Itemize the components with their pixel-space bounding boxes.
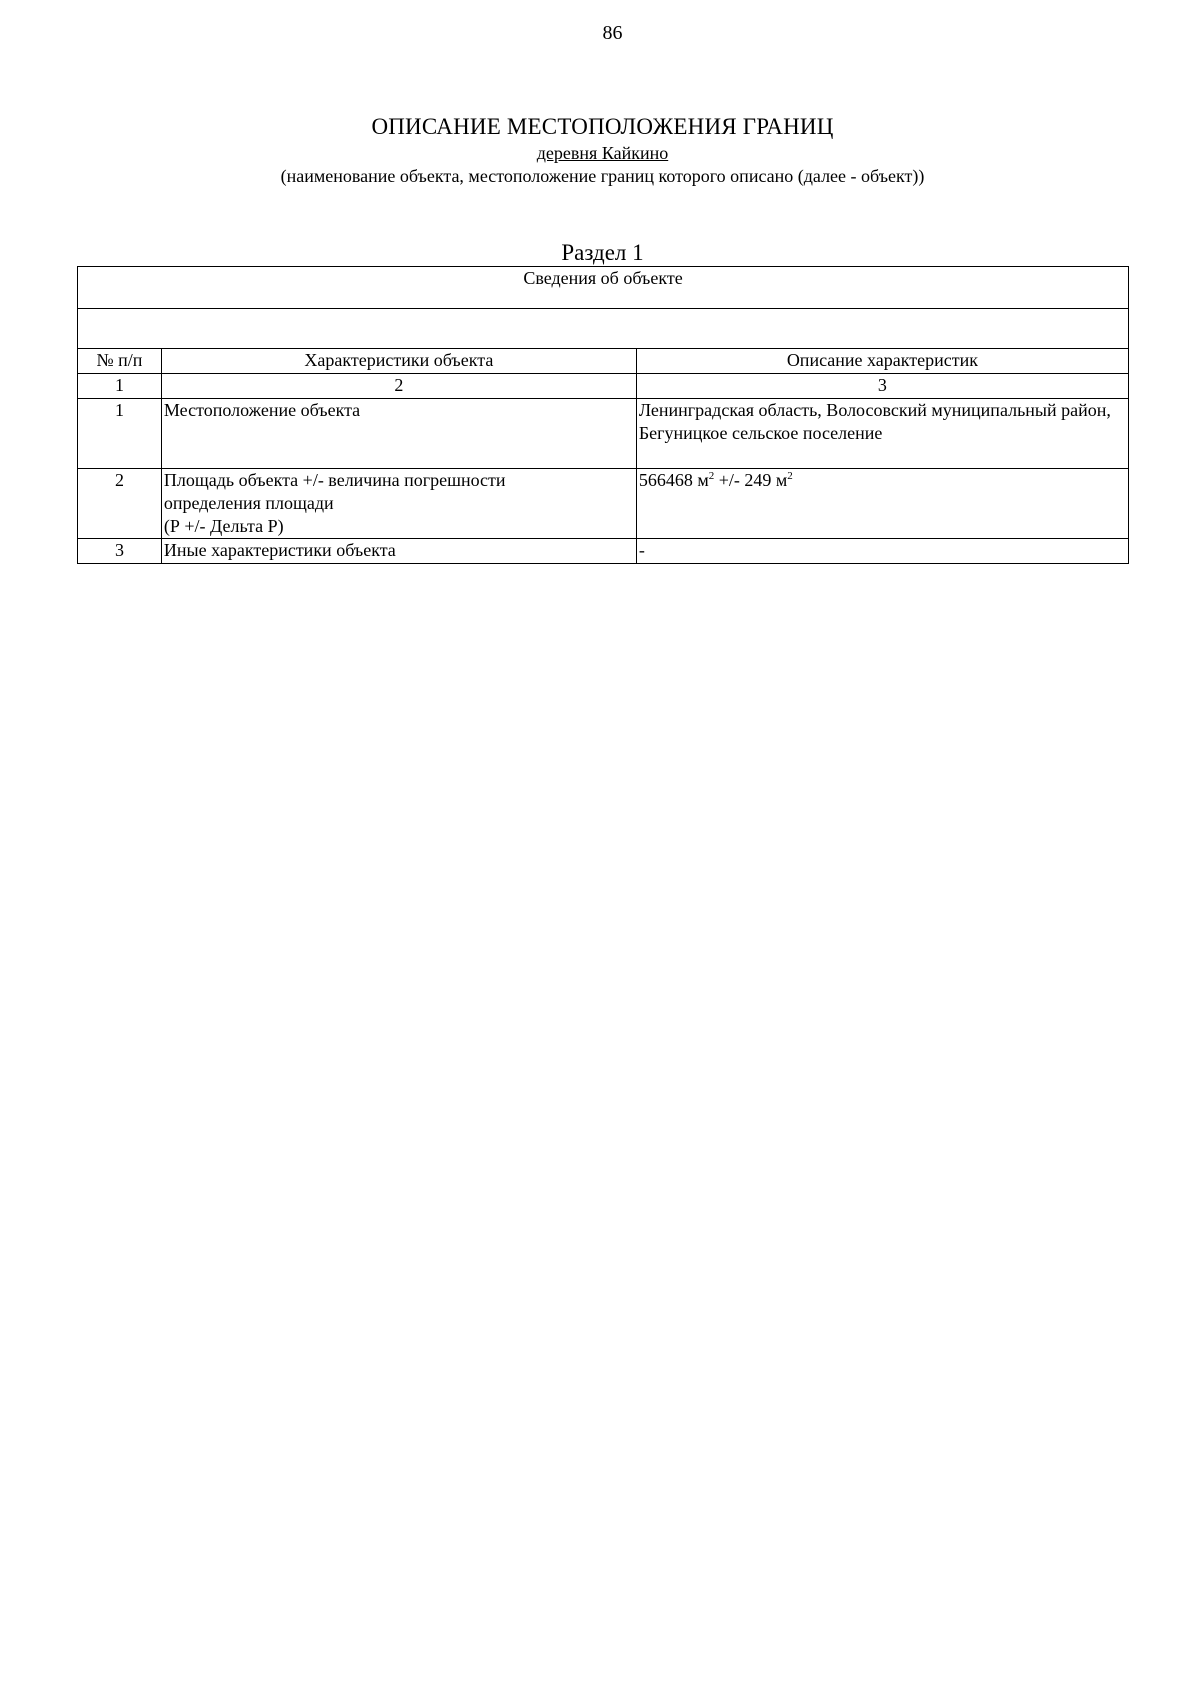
table-header: Сведения об объекте bbox=[78, 267, 1129, 309]
column-number: 1 bbox=[78, 374, 162, 399]
page-number: 86 bbox=[602, 22, 623, 44]
object-name bbox=[0, 143, 1200, 164]
error-unit-superscript: 2 bbox=[787, 470, 793, 482]
column-number: 3 bbox=[636, 374, 1128, 399]
area-error: +/- 249 м bbox=[714, 470, 788, 490]
object-info-table bbox=[77, 266, 1129, 564]
table-row bbox=[78, 399, 1129, 469]
table-row bbox=[78, 539, 1129, 564]
table-row bbox=[78, 469, 1129, 539]
document-title: ОПИСАНИЕ МЕСТОПОЛОЖЕНИЯ ГРАНИЦ bbox=[371, 114, 834, 139]
area-value: 566468 м bbox=[638, 470, 709, 490]
characteristic-line: Площадь объекта +/- величина погрешности bbox=[163, 470, 506, 490]
table-blank-row bbox=[78, 309, 1129, 349]
column-header: № п/п bbox=[78, 349, 162, 374]
area-unit-superscript: 2 bbox=[708, 470, 715, 482]
object-caption: (наименование объекта, местоположение границ которого описано (далее - объект)) bbox=[280, 166, 925, 186]
section-title: Раздел 1 bbox=[561, 240, 644, 265]
row-number: 1 bbox=[78, 399, 162, 469]
characteristic-line: (Р +/- Дельта Р) bbox=[163, 516, 284, 536]
column-header-row bbox=[78, 349, 1129, 374]
column-number: 2 bbox=[161, 374, 636, 399]
characteristic-cell bbox=[161, 469, 636, 539]
row-number: 2 bbox=[78, 469, 162, 539]
object-name-text: деревня Кайкино bbox=[536, 143, 669, 163]
description-cell bbox=[636, 469, 1128, 539]
column-header: Описание характеристик bbox=[636, 349, 1128, 374]
table-blank-cell bbox=[78, 309, 1129, 349]
column-header: Характеристики объекта bbox=[161, 349, 636, 374]
description-cell: Ленинградская область, Волосовский муниципальный район, Бегуницкое сельское поселение bbox=[636, 399, 1128, 469]
characteristic-line: определения площади bbox=[163, 493, 334, 513]
table-header-row bbox=[78, 267, 1129, 309]
description-cell: - bbox=[636, 539, 1128, 564]
characteristic-cell: Иные характеристики объекта bbox=[161, 539, 636, 564]
characteristic-cell: Местоположение объекта bbox=[161, 399, 636, 469]
row-number: 3 bbox=[78, 539, 162, 564]
column-number-row bbox=[78, 374, 1129, 399]
